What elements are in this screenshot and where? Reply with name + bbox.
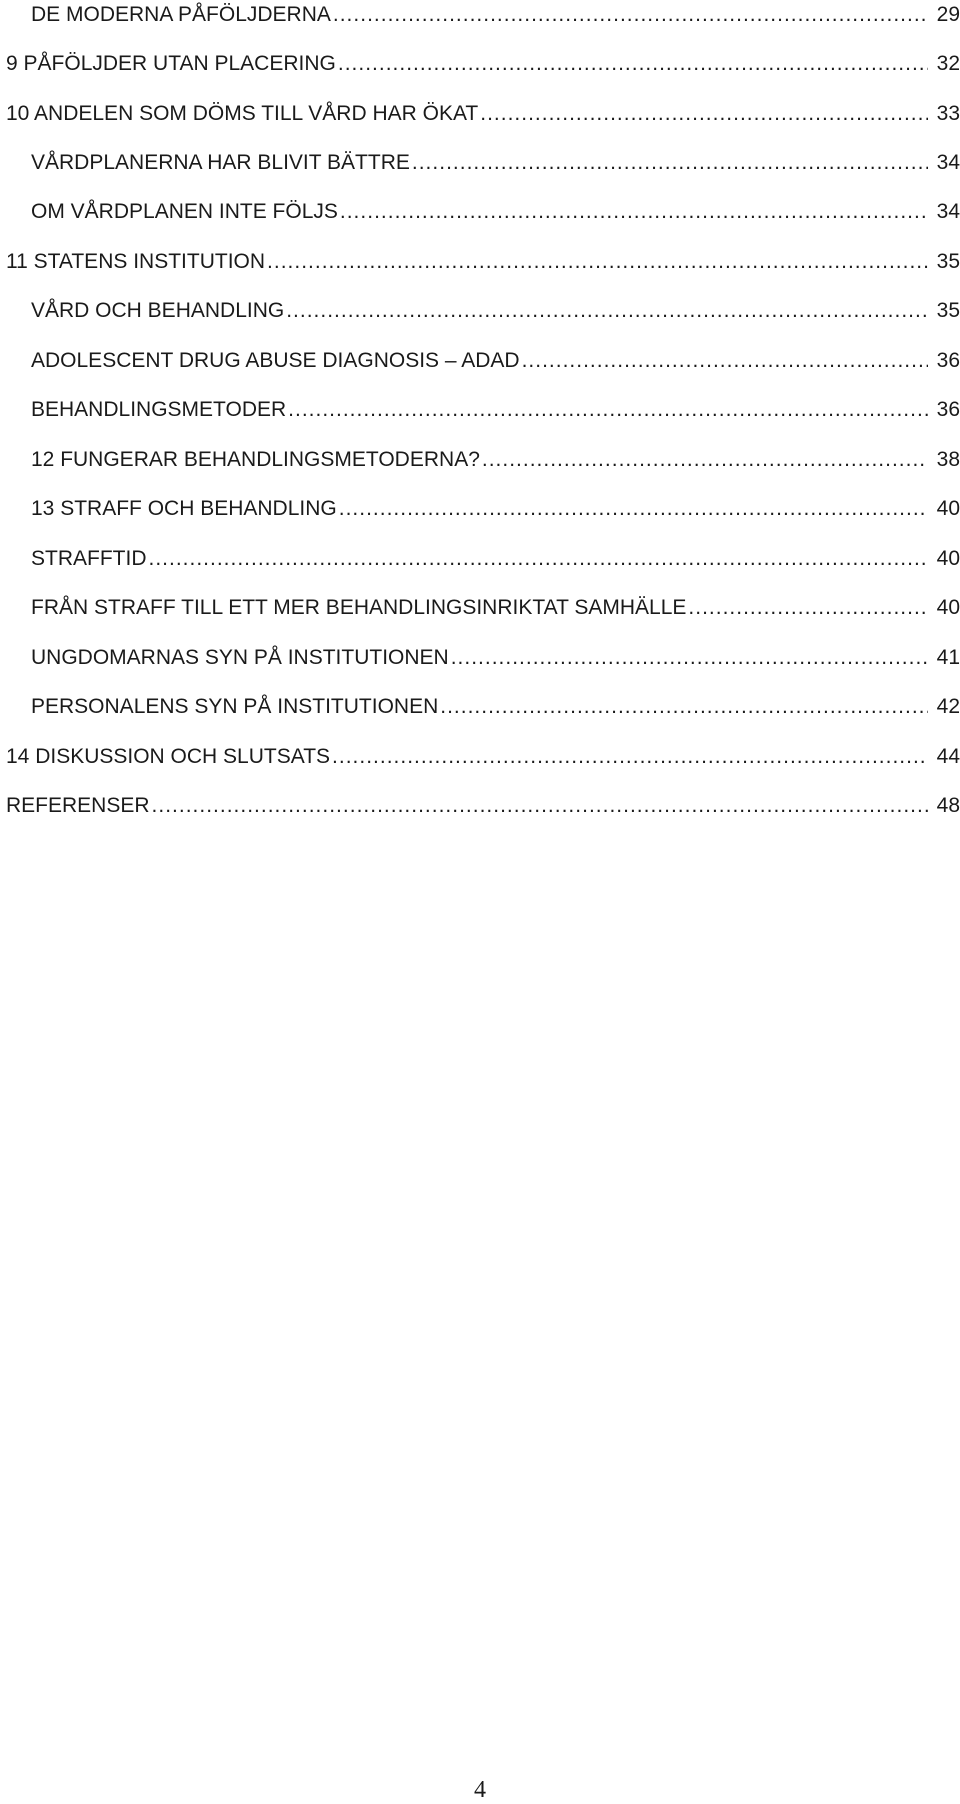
toc-dot-leader — [480, 96, 928, 132]
toc-dot-leader — [451, 640, 928, 676]
toc-entry[interactable] — [31, 689, 960, 725]
toc-entry-title: ADOLESCENT DRUG ABUSE DIAGNOSIS – ADAD — [31, 349, 520, 372]
toc-entry-title: VÅRD OCH BEHANDLING — [31, 299, 285, 322]
toc-entry-title: 11 STATENS INSTITUTION — [6, 250, 266, 273]
toc-entry[interactable] — [6, 788, 960, 824]
toc-entry[interactable] — [6, 46, 960, 82]
toc-entry-title: BEHANDLINGSMETODER — [31, 398, 287, 421]
toc-entry[interactable] — [31, 293, 960, 329]
toc-entry-title: PERSONALENS SYN PÅ INSTITUTIONEN — [31, 695, 439, 718]
toc-entry-page: 42 — [936, 695, 960, 718]
toc-entry-page: 36 — [936, 398, 960, 421]
toc-entry-page: 35 — [936, 299, 960, 322]
toc-entry[interactable] — [6, 96, 960, 132]
toc-entry[interactable] — [31, 590, 960, 626]
toc-entry[interactable] — [31, 343, 960, 379]
toc-entry[interactable] — [31, 491, 960, 527]
toc-entry-page: 40 — [936, 547, 960, 570]
toc-entry-page: 40 — [936, 596, 960, 619]
toc-dot-leader — [286, 293, 928, 329]
page-number: 4 — [474, 1777, 486, 1803]
toc-entry-title: VÅRDPLANERNA HAR BLIVIT BÄTTRE — [31, 151, 410, 174]
toc-dot-leader — [440, 689, 928, 725]
toc-entry-title: REFERENSER — [6, 794, 150, 817]
toc-dot-leader — [288, 392, 928, 428]
toc-dot-leader — [332, 739, 928, 775]
toc-entry[interactable] — [31, 541, 960, 577]
toc-entry-title: STRAFFTID — [31, 547, 147, 570]
toc-dot-leader — [267, 244, 928, 280]
toc-entry[interactable] — [31, 442, 960, 478]
toc-entry-title: 10 ANDELEN SOM DÖMS TILL VÅRD HAR ÖKAT — [6, 102, 479, 125]
toc-dot-leader — [339, 491, 928, 527]
toc-dot-leader — [333, 0, 928, 33]
toc-entry-title: 9 PÅFÖLJDER UTAN PLACERING — [6, 52, 336, 75]
toc-entry-title: OM VÅRDPLANEN INTE FÖLJS — [31, 200, 338, 223]
toc-entry-title: UNGDOMARNAS SYN PÅ INSTITUTIONEN — [31, 646, 449, 669]
toc-entry-title: 12 FUNGERAR BEHANDLINGSMETODERNA? — [31, 448, 480, 471]
toc-dot-leader — [338, 46, 928, 82]
toc-entry-page: 29 — [936, 3, 960, 26]
toc-entry-title: FRÅN STRAFF TILL ETT MER BEHANDLINGSINRIKTAT SAMHÄLLE — [31, 596, 687, 619]
toc-dot-leader — [412, 145, 928, 181]
toc-entry-title: 14 DISKUSSION OCH SLUTSATS — [6, 745, 331, 768]
toc-dot-leader — [149, 541, 929, 577]
toc-entry-title: DE MODERNA PÅFÖLJDERNA — [31, 3, 331, 26]
toc-entry-page: 35 — [936, 250, 960, 273]
toc-entry[interactable] — [31, 145, 960, 181]
toc-entry-page: 34 — [936, 200, 960, 223]
toc-entry-page: 32 — [936, 52, 960, 75]
toc-entry[interactable] — [31, 392, 960, 428]
toc-dot-leader — [688, 590, 928, 626]
toc-entry-page: 38 — [936, 448, 960, 471]
toc-entry-page: 40 — [936, 497, 960, 520]
toc-entry-page: 41 — [936, 646, 960, 669]
toc-entry-page: 44 — [936, 745, 960, 768]
toc-entry[interactable] — [31, 640, 960, 676]
toc-entry[interactable] — [6, 244, 960, 280]
toc-entry-title: 13 STRAFF OCH BEHANDLING — [31, 497, 337, 520]
toc-entry-page: 34 — [936, 151, 960, 174]
toc-entry[interactable] — [31, 0, 960, 33]
toc-entry-page: 36 — [936, 349, 960, 372]
toc-dot-leader — [340, 194, 928, 230]
toc-entry-page: 33 — [936, 102, 960, 125]
toc-entry[interactable] — [31, 194, 960, 230]
toc-dot-leader — [482, 442, 928, 478]
toc-dot-leader — [522, 343, 928, 379]
toc-entry[interactable] — [6, 739, 960, 775]
toc-dot-leader — [152, 788, 928, 824]
toc-entry-page: 48 — [936, 794, 960, 817]
